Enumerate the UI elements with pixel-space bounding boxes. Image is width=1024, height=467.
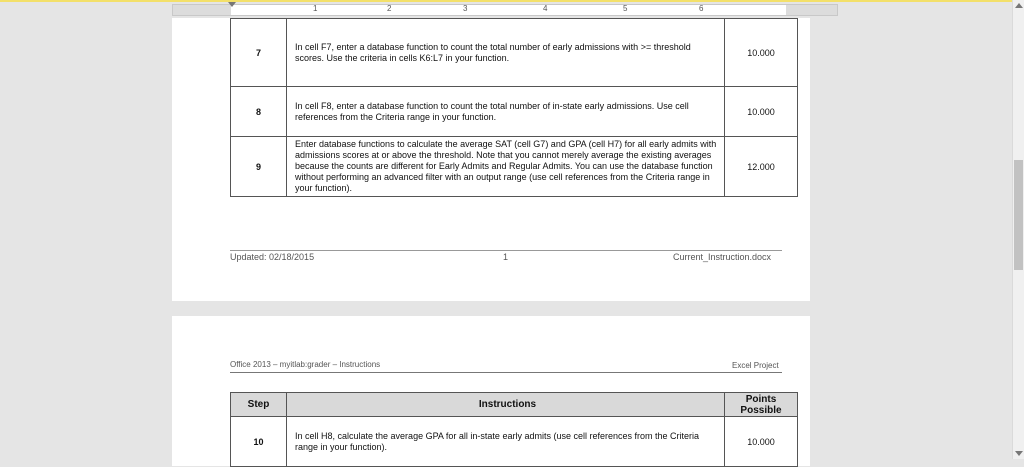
column-header-points: Points Possible bbox=[725, 393, 798, 417]
step-instruction: In cell F7, enter a database function to count the total number of early admissions with >= threshold scores. Use the criteria in cells K6:L7 in your function. bbox=[287, 19, 725, 87]
column-header-instructions: Instructions bbox=[287, 393, 725, 417]
vertical-scrollbar[interactable] bbox=[1012, 0, 1024, 459]
table-row bbox=[231, 417, 798, 467]
step-points: 10.000 bbox=[725, 19, 798, 87]
document-page-2[interactable] bbox=[172, 316, 810, 466]
step-instruction: Enter database functions to calculate the average SAT (cell G7) and GPA (cell H7) for all early admits with admissions scores at or above the threshold. Note that you cannot merely average the existing averages because the counts are different for Early Admits and Regular Admits. You can use the database function without performing an advanced filter with an output range (use cell references from the Criteria range in your function). bbox=[287, 137, 725, 197]
ruler-number: 6 bbox=[699, 4, 704, 13]
title-bar-edge bbox=[0, 0, 1024, 2]
indent-marker[interactable] bbox=[228, 2, 236, 7]
scroll-down-icon[interactable] bbox=[1015, 451, 1023, 456]
ruler-number: 1 bbox=[313, 4, 318, 13]
header-divider bbox=[230, 372, 782, 373]
scroll-thumb[interactable] bbox=[1014, 160, 1023, 270]
step-number: 8 bbox=[231, 87, 287, 137]
table-row bbox=[231, 137, 798, 197]
step-instruction: In cell F8, enter a database function to count the total number of in-state early admissions. Use cell references from the Criteria range in your function. bbox=[287, 87, 725, 137]
ruler-number: 2 bbox=[387, 4, 392, 13]
steps-table bbox=[230, 392, 798, 467]
step-points: 10.000 bbox=[725, 417, 798, 467]
step-points: 10.000 bbox=[725, 87, 798, 137]
scroll-up-icon[interactable] bbox=[1015, 3, 1023, 8]
ruler-number: 4 bbox=[543, 4, 548, 13]
horizontal-ruler[interactable] bbox=[172, 4, 838, 16]
step-instruction: In cell H8, calculate the average GPA for all in-state early admits (use cell references from the Criteria range in your function). bbox=[287, 417, 725, 467]
column-header-step: Step bbox=[231, 393, 287, 417]
document-page-1[interactable] bbox=[172, 18, 810, 301]
table-header-row bbox=[231, 393, 798, 417]
footer-updated-date: Updated: 02/18/2015 bbox=[230, 252, 315, 262]
step-points: 12.000 bbox=[725, 137, 798, 197]
table-row bbox=[231, 19, 798, 87]
ruler-number: 3 bbox=[463, 4, 468, 13]
step-number: 7 bbox=[231, 19, 287, 87]
ruler-number: 5 bbox=[623, 4, 628, 13]
header-left: Office 2013 – myitlab:grader – Instructions bbox=[230, 360, 381, 369]
header-right: Excel Project bbox=[732, 361, 779, 370]
footer-divider bbox=[230, 250, 782, 251]
steps-table bbox=[230, 18, 798, 197]
step-number: 10 bbox=[231, 417, 287, 467]
table-row bbox=[231, 87, 798, 137]
footer-filename: Current_Instruction.docx bbox=[673, 252, 772, 262]
step-number: 9 bbox=[231, 137, 287, 197]
footer-page-number: 1 bbox=[503, 252, 509, 262]
